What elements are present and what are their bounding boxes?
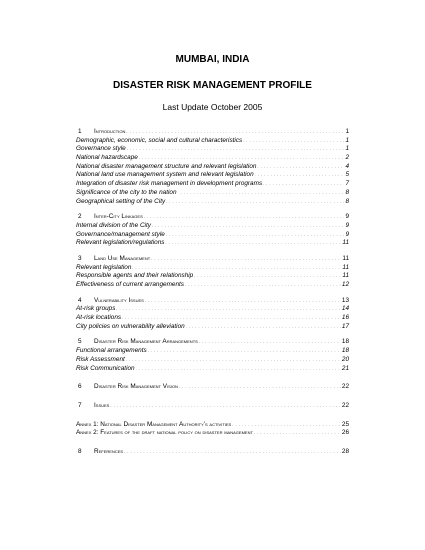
- toc-leader-dots: [166, 198, 344, 207]
- toc-entry-title: Internal division of the City: [76, 221, 151, 229]
- toc-leader-dots: [144, 213, 345, 222]
- toc-entry-sec[interactable]: [76, 402, 349, 411]
- document-title: DISASTER RISK MANAGEMENT PROFILE: [113, 80, 312, 91]
- city-heading: MUMBAI, INDIA: [175, 54, 250, 65]
- toc-leader-dots: [263, 180, 344, 189]
- toc-page-number: 9: [345, 221, 349, 229]
- toc-page-number: 11: [342, 263, 349, 271]
- toc-leader-dots: [232, 421, 341, 430]
- toc-leader-dots: [185, 281, 341, 290]
- toc-page-number: 22: [341, 401, 349, 409]
- toc-entry-sec[interactable]: [76, 255, 349, 264]
- toc-entry-sub[interactable]: [76, 231, 349, 240]
- toc-page-number: 1: [345, 136, 349, 144]
- toc-page-number: 18: [341, 338, 349, 346]
- toc-section-number: 7: [78, 401, 82, 409]
- toc-leader-dots: [152, 222, 344, 231]
- toc-page-number: 20: [341, 355, 349, 363]
- toc-entry-title: National disaster management structure and relevant legislation: [76, 162, 257, 170]
- toc-section-number: 2: [78, 213, 82, 221]
- toc-leader-dots: [124, 448, 341, 457]
- toc-entry-annex[interactable]: [76, 421, 349, 430]
- toc-page-number: 12: [341, 281, 349, 288]
- toc-leader-dots: [145, 297, 341, 306]
- toc-entry-title: References: [94, 447, 124, 455]
- toc-page-number: 17: [341, 322, 349, 330]
- toc-page-number: 1: [345, 128, 349, 135]
- toc-entry-title: Disaster Risk Management Arrangements: [94, 338, 198, 346]
- toc-entry-title: Annex 1: National Disaster Management Authority's activities: [76, 420, 232, 428]
- toc-entry-annex[interactable]: [76, 429, 349, 438]
- toc-entry-sec[interactable]: [76, 213, 349, 222]
- toc-entry-title: Introduction: [94, 128, 126, 135]
- toc-spacer: [76, 392, 349, 402]
- toc-leader-dots: [254, 429, 341, 438]
- toc-entry-sec[interactable]: [76, 383, 349, 392]
- toc-entry-sub[interactable]: [76, 305, 349, 314]
- toc-entry-sub[interactable]: [76, 365, 349, 374]
- toc-entry-title: Governance style: [76, 145, 126, 153]
- toc-entry-sub[interactable]: [76, 154, 349, 163]
- toc-page-number: 11: [342, 239, 349, 247]
- toc-entry-sub[interactable]: [76, 314, 349, 323]
- toc-entry-sec[interactable]: [76, 128, 349, 137]
- toc-leader-dots: [186, 323, 341, 332]
- toc-spacer: [76, 331, 349, 338]
- toc-page-number: 8: [345, 197, 349, 205]
- toc-spacer: [76, 206, 349, 213]
- toc-page-number: 22: [341, 383, 349, 391]
- toc-entry-title: Issues: [94, 401, 110, 409]
- toc-page-number: 4: [345, 162, 349, 170]
- toc-entry-sub[interactable]: [76, 163, 349, 172]
- toc-leader-dots: [255, 171, 345, 180]
- toc-page-number: 1: [345, 145, 349, 153]
- toc-page-number: 2: [345, 154, 349, 162]
- toc-entry-sub[interactable]: [76, 272, 349, 281]
- toc-entry-title: National land use management system and relevant legislation: [76, 171, 254, 179]
- toc-entry-title: Risk Assessment: [76, 355, 125, 363]
- toc-leader-dots: [151, 255, 341, 264]
- toc-entry-title: Functional arrangements: [76, 347, 147, 355]
- toc-entry-sub[interactable]: [76, 171, 349, 180]
- toc-page-number: 16: [341, 314, 349, 322]
- toc-entry-sub[interactable]: [76, 239, 349, 248]
- toc-leader-dots: [139, 154, 345, 163]
- toc-page-number: 11: [342, 254, 349, 262]
- toc-page-number: 9: [345, 230, 349, 238]
- toc-spacer: [76, 373, 349, 383]
- toc-leader-dots: [127, 145, 345, 154]
- toc-page-number: 9: [345, 213, 349, 221]
- toc-leader-dots: [110, 402, 341, 411]
- toc-entry-title: At-risk locations: [76, 314, 122, 322]
- toc-page-number: 28: [341, 447, 349, 455]
- toc-leader-dots: [132, 264, 341, 273]
- toc-entry-title: Geographical setting of the City: [76, 197, 166, 205]
- toc-entry-sub[interactable]: [76, 281, 349, 290]
- toc-entry-title: Governance/management style: [76, 230, 165, 238]
- toc-page-number: 25: [341, 420, 349, 428]
- toc-section-number: 8: [78, 447, 82, 455]
- toc-spacer: [76, 411, 349, 421]
- toc-entry-title: Relevant legislation: [76, 263, 132, 271]
- toc-section-number: 4: [78, 296, 82, 304]
- toc-leader-dots: [126, 356, 341, 365]
- toc-leader-dots: [179, 383, 341, 392]
- toc-entry-title: Annex 2: Features of the draft national policy on disaster management: [76, 429, 253, 437]
- toc-entry-sub[interactable]: [76, 180, 349, 189]
- toc-entry-sub[interactable]: [76, 137, 349, 146]
- toc-leader-dots: [257, 163, 344, 172]
- toc-leader-dots: [165, 239, 341, 248]
- toc-leader-dots: [136, 365, 341, 374]
- toc-entry-sec[interactable]: [76, 448, 349, 457]
- toc-entry-sub[interactable]: [76, 264, 349, 273]
- toc-spacer: [76, 248, 349, 255]
- toc-section-number: 5: [78, 338, 82, 346]
- toc-page-number: 5: [345, 171, 349, 179]
- toc-leader-dots: [122, 314, 341, 323]
- toc-spacer: [76, 290, 349, 297]
- toc-entry-title: Inter-City Linkages: [94, 213, 143, 221]
- toc-entry-title: City policies on vulnerability alleviation: [76, 322, 185, 330]
- toc-entry-sub[interactable]: [76, 145, 349, 154]
- toc-entry-sec[interactable]: [76, 297, 349, 306]
- toc-page-number: 8: [345, 188, 349, 196]
- toc-leader-dots: [148, 347, 341, 356]
- toc-leader-dots: [116, 305, 340, 314]
- toc-page-number: 14: [341, 305, 349, 313]
- toc-section-number: 1: [78, 128, 82, 135]
- toc-leader-dots: [166, 231, 345, 240]
- toc-page-number: 13: [341, 296, 349, 304]
- table-of-contents: [76, 128, 349, 457]
- toc-entry-title: National hazardscape: [76, 154, 138, 162]
- toc-entry-sub[interactable]: [76, 198, 349, 207]
- toc-entry-title: Relevant legislation/regulations: [76, 239, 165, 247]
- toc-spacer: [76, 438, 349, 448]
- toc-entry-title: Integration of disaster risk management in development programs: [76, 180, 263, 188]
- toc-entry-title: Significance of the city to the nation: [76, 188, 177, 196]
- toc-page-number: 21: [341, 364, 349, 372]
- toc-page-number: 26: [341, 429, 349, 437]
- toc-entry-sub[interactable]: [76, 323, 349, 332]
- last-update: Last Update October 2005: [162, 102, 263, 112]
- toc-page-number: 18: [341, 347, 349, 355]
- toc-leader-dots: [199, 338, 341, 347]
- toc-entry-sub[interactable]: [76, 189, 349, 198]
- toc-entry-title: Risk Communication: [76, 364, 135, 372]
- toc-entry-sub[interactable]: [76, 347, 349, 356]
- toc-entry-sub[interactable]: [76, 356, 349, 365]
- toc-leader-dots: [126, 128, 344, 137]
- toc-entry-title: At-risk groups: [76, 305, 116, 313]
- toc-leader-dots: [243, 137, 344, 146]
- toc-page-number: 7: [345, 180, 349, 188]
- toc-entry-sec[interactable]: [76, 338, 349, 347]
- toc-entry-title: Land Use Management: [94, 254, 151, 262]
- toc-section-number: 3: [78, 254, 82, 262]
- toc-entry-title: Vulnerability Issues: [94, 296, 144, 304]
- toc-section-number: 6: [78, 383, 82, 391]
- toc-leader-dots: [178, 189, 345, 198]
- toc-entry-sub[interactable]: [76, 222, 349, 231]
- toc-entry-title: Effectiveness of current arrangements: [76, 281, 184, 288]
- toc-leader-dots: [194, 272, 341, 281]
- toc-entry-title: Disaster Risk Management Vision: [94, 383, 178, 391]
- toc-entry-title: Responsible agents and their relationship: [76, 272, 194, 280]
- toc-entry-title: Demographic, economic, social and cultural characteristics: [76, 136, 243, 144]
- toc-page-number: 11: [342, 272, 349, 280]
